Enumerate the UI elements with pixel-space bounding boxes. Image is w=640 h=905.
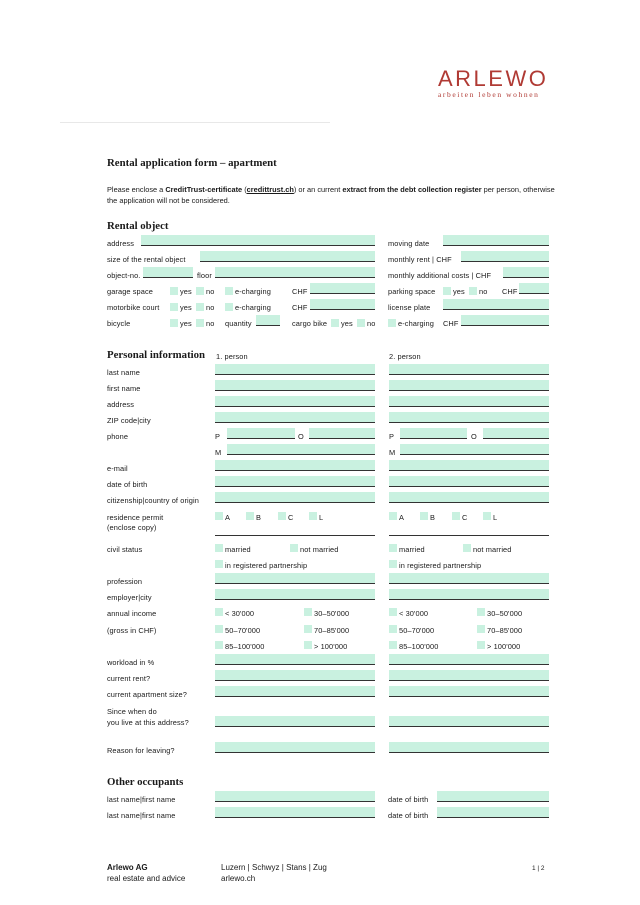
motorbike-no-checkbox[interactable] (196, 303, 204, 311)
p2-income-4-checkbox[interactable] (477, 625, 485, 633)
p2-permit-rule (389, 535, 549, 536)
p2-not-married-checkbox[interactable] (463, 544, 471, 552)
annual-income-label: annual income (107, 609, 157, 618)
p1-permit-c-checkbox[interactable] (278, 512, 286, 520)
garage-no-checkbox[interactable] (196, 287, 204, 295)
p1-income-6-label: > 100'000 (314, 642, 348, 651)
brand-logo: ARLEWO (438, 66, 549, 91)
garage-echarging-checkbox[interactable] (225, 287, 233, 295)
dob-label: date of birth (107, 480, 148, 489)
p1-income-3-checkbox[interactable] (215, 625, 223, 633)
p1-permit-c-label: C (288, 513, 294, 522)
quantity-label: quantity (225, 319, 252, 328)
bicycle-no-label: no (206, 319, 215, 328)
current-size-label: current apartment size? (107, 690, 187, 699)
personal-address-label: address (107, 400, 134, 409)
parking-chf-label: CHF (502, 287, 518, 296)
p2-current-rent-field[interactable] (389, 670, 549, 681)
phone-label: phone (107, 432, 129, 441)
p1-permit-l-checkbox[interactable] (309, 512, 317, 520)
p2-not-married-label: not married (473, 545, 512, 554)
occupant-1-name-label: last name|first name (107, 795, 176, 804)
person2-label: 2. person (389, 352, 421, 361)
size-field[interactable] (200, 251, 375, 262)
motorbike-label: motorbike court (107, 303, 160, 312)
moving-date-label: moving date (388, 239, 430, 248)
residence-note: (enclose copy) (107, 523, 157, 532)
p2-partnership-checkbox[interactable] (389, 560, 397, 568)
citizenship-label: citizenship|country of origin (107, 496, 199, 505)
p1-income-6-checkbox[interactable] (304, 641, 312, 649)
p1-employer-field[interactable] (215, 589, 375, 600)
p1-phone-m-label: M (215, 448, 222, 457)
p1-dob-field[interactable] (215, 476, 375, 487)
last-name-label: last name (107, 368, 140, 377)
p2-permit-a-checkbox[interactable] (389, 512, 397, 520)
cargo-yes-label: yes (341, 319, 353, 328)
p1-income-1-label: < 30'000 (225, 609, 255, 618)
occupant-1-dob-label: date of birth (388, 795, 429, 804)
reason-label: Reason for leaving? (107, 746, 175, 755)
p1-profession-field[interactable] (215, 573, 375, 584)
p2-phone-p-field[interactable] (400, 428, 467, 439)
form-title: Rental application form – apartment (107, 157, 277, 169)
additional-costs-label: monthly additional costs | CHF (388, 271, 492, 280)
additional-costs-field[interactable] (503, 267, 549, 278)
cargo-echarging-label: e-charging (398, 319, 434, 328)
employer-label: employer|city (107, 593, 152, 602)
footer-website[interactable]: arlewo.ch (221, 874, 256, 883)
current-rent-label: current rent? (107, 674, 151, 683)
p2-since-field[interactable] (389, 716, 549, 727)
size-label: size of the rental object (107, 255, 186, 264)
p2-dob-field[interactable] (389, 476, 549, 487)
p2-phone-m-label: M (389, 448, 396, 457)
occupant-1-name-field[interactable] (215, 791, 375, 802)
motorbike-chf-label: CHF (292, 303, 308, 312)
bicycle-yes-checkbox[interactable] (170, 319, 178, 327)
parking-yes-label: yes (453, 287, 465, 296)
p2-permit-c-label: C (462, 513, 468, 522)
p1-address-field[interactable] (215, 396, 375, 407)
page-number: 1 | 2 (532, 865, 545, 872)
p2-permit-l-label: L (493, 513, 498, 522)
residence-label: residence permit (107, 513, 164, 522)
p1-phone-o-label: O (298, 432, 304, 441)
cargo-bike-label: cargo bike (292, 319, 328, 328)
garage-yes-checkbox[interactable] (170, 287, 178, 295)
p2-last-name-field[interactable] (389, 364, 549, 375)
header-divider (60, 122, 330, 123)
p1-permit-b-checkbox[interactable] (246, 512, 254, 520)
garage-no-label: no (206, 287, 215, 296)
p2-citizenship-field[interactable] (389, 492, 549, 503)
p2-phone-o-field[interactable] (483, 428, 549, 439)
person1-label: 1. person (216, 352, 248, 361)
p1-email-field[interactable] (215, 460, 375, 471)
p1-income-2-label: 30–50'000 (314, 609, 350, 618)
p2-phone-m-field[interactable] (400, 444, 549, 455)
object-address-field[interactable] (141, 235, 375, 246)
civil-status-label: civil status (107, 545, 143, 554)
email-label: e-mail (107, 464, 128, 473)
bicycle-label: bicycle (107, 319, 131, 328)
bicycle-no-checkbox[interactable] (196, 319, 204, 327)
cargo-no-label: no (367, 319, 376, 328)
garage-label: garage space (107, 287, 153, 296)
p2-income-1-label: < 30'000 (399, 609, 429, 618)
p1-workload-field[interactable] (215, 654, 375, 665)
p1-zip-city-field[interactable] (215, 412, 375, 423)
p1-citizenship-field[interactable] (215, 492, 375, 503)
garage-chf-field[interactable] (310, 283, 375, 294)
address-label: address (107, 239, 134, 248)
p1-last-name-field[interactable] (215, 364, 375, 375)
bicycle-quantity-field[interactable] (256, 315, 280, 326)
bicycle-yes-label: yes (180, 319, 192, 328)
motorbike-chf-field[interactable] (310, 299, 375, 310)
garage-yes-label: yes (180, 287, 192, 296)
form-intro: Please enclose a CreditTrust-certificate (credittrust.ch) or an current extract from the debt collection register per person, otherwise the application will not be considered. (107, 185, 555, 205)
p2-income-2-label: 30–50'000 (487, 609, 523, 618)
parking-no-label: no (479, 287, 488, 296)
floor-field[interactable] (215, 267, 375, 278)
p2-permit-l-checkbox[interactable] (483, 512, 491, 520)
footer-company: Arlewo AG (107, 863, 148, 872)
p1-income-4-checkbox[interactable] (304, 625, 312, 633)
p2-phone-p-label: P (389, 432, 395, 441)
parking-chf-field[interactable] (519, 283, 549, 294)
p1-permit-a-checkbox[interactable] (215, 512, 223, 520)
profession-label: profession (107, 577, 143, 586)
p2-reason-field[interactable] (389, 742, 549, 753)
credittrust-link[interactable]: credittrust.ch (246, 185, 294, 194)
p2-income-2-checkbox[interactable] (477, 608, 485, 616)
license-label: license plate (388, 303, 431, 312)
p1-permit-b-label: B (256, 513, 262, 522)
occupant-2-dob-field[interactable] (437, 807, 549, 818)
first-name-label: first name (107, 384, 141, 393)
p1-married-label: married (225, 545, 251, 554)
occupants-heading: Other occupants (107, 776, 184, 788)
p2-income-1-checkbox[interactable] (389, 608, 397, 616)
p1-partnership-label: in registered partnership (225, 561, 308, 570)
p2-first-name-field[interactable] (389, 380, 549, 391)
cargo-chf-field[interactable] (461, 315, 549, 326)
brand-tagline: arbeiten leben wohnen (438, 90, 540, 99)
occupant-2-dob-label: date of birth (388, 811, 429, 820)
p2-married-label: married (399, 545, 425, 554)
p2-current-size-field[interactable] (389, 686, 549, 697)
motorbike-yes-label: yes (180, 303, 192, 312)
object-no-field[interactable] (143, 267, 193, 278)
p2-permit-a-label: A (399, 513, 405, 522)
p2-income-4-label: 70–85'000 (487, 626, 523, 635)
p1-not-married-label: not married (300, 545, 339, 554)
p1-not-married-checkbox[interactable] (290, 544, 298, 552)
footer-company-sub: real estate and advice (107, 874, 186, 883)
p1-partnership-checkbox[interactable] (215, 560, 223, 568)
p2-income-6-label: > 100'000 (487, 642, 521, 651)
parking-yes-checkbox[interactable] (443, 287, 451, 295)
cargo-no-checkbox[interactable] (357, 319, 365, 327)
motorbike-no-label: no (206, 303, 215, 312)
p2-workload-field[interactable] (389, 654, 549, 665)
p2-partnership-label: in registered partnership (399, 561, 482, 570)
since-label-2: you live at this address? (107, 718, 189, 727)
personal-heading: Personal information (107, 349, 206, 361)
parking-label: parking space (388, 287, 436, 296)
p1-income-4-label: 70–85'000 (314, 626, 350, 635)
monthly-rent-label: monthly rent | CHF (388, 255, 452, 264)
garage-chf-label: CHF (292, 287, 308, 296)
p2-permit-b-label: B (430, 513, 436, 522)
rental-heading: Rental object (107, 220, 169, 232)
p2-married-checkbox[interactable] (389, 544, 397, 552)
object-no-label: object-no. (107, 271, 141, 280)
cargo-chf-label: CHF (443, 319, 459, 328)
p1-reason-field[interactable] (215, 742, 375, 753)
parking-no-checkbox[interactable] (469, 287, 477, 295)
p1-phone-o-field[interactable] (309, 428, 375, 439)
cargo-yes-checkbox[interactable] (331, 319, 339, 327)
footer-locations: Luzern | Schwyz | Stans | Zug (221, 863, 327, 872)
motorbike-echarging-label: e-charging (235, 303, 271, 312)
p2-employer-field[interactable] (389, 589, 549, 600)
p1-income-5-checkbox[interactable] (215, 641, 223, 649)
p1-first-name-field[interactable] (215, 380, 375, 391)
zip-city-label: ZIP code|city (107, 416, 151, 425)
occupant-2-name-field[interactable] (215, 807, 375, 818)
p2-income-5-label: 85–100'000 (399, 642, 439, 651)
p2-zip-city-field[interactable] (389, 412, 549, 423)
occupant-1-dob-field[interactable] (437, 791, 549, 802)
p1-phone-m-field[interactable] (227, 444, 375, 455)
p2-address-field[interactable] (389, 396, 549, 407)
p1-income-2-checkbox[interactable] (304, 608, 312, 616)
p1-permit-l-label: L (319, 513, 324, 522)
occupant-2-name-label: last name|first name (107, 811, 176, 820)
p2-income-3-label: 50–70'000 (399, 626, 435, 635)
p1-married-checkbox[interactable] (215, 544, 223, 552)
p2-phone-o-label: O (471, 432, 477, 441)
cargo-echarging-checkbox[interactable] (388, 319, 396, 327)
p2-permit-b-checkbox[interactable] (420, 512, 428, 520)
floor-label: floor (197, 271, 212, 280)
motorbike-yes-checkbox[interactable] (170, 303, 178, 311)
p2-income-5-checkbox[interactable] (389, 641, 397, 649)
p1-permit-a-label: A (225, 513, 231, 522)
p1-income-5-label: 85–100'000 (225, 642, 265, 651)
since-label-1: Since when do (107, 707, 157, 716)
garage-echarging-label: e-charging (235, 287, 271, 296)
p2-income-6-checkbox[interactable] (477, 641, 485, 649)
workload-label: workload in % (107, 658, 155, 667)
license-field[interactable] (443, 299, 549, 310)
p1-since-field[interactable] (215, 716, 375, 727)
p1-permit-rule (215, 535, 375, 536)
p2-permit-c-checkbox[interactable] (452, 512, 460, 520)
p1-income-1-checkbox[interactable] (215, 608, 223, 616)
gross-label: (gross in CHF) (107, 626, 157, 635)
moving-date-field[interactable] (443, 235, 549, 246)
p1-current-rent-field[interactable] (215, 670, 375, 681)
p1-phone-p-field[interactable] (227, 428, 295, 439)
p2-profession-field[interactable] (389, 573, 549, 584)
p2-income-3-checkbox[interactable] (389, 625, 397, 633)
motorbike-echarging-checkbox[interactable] (225, 303, 233, 311)
p1-phone-p-label: P (215, 432, 221, 441)
monthly-rent-field[interactable] (461, 251, 549, 262)
p1-current-size-field[interactable] (215, 686, 375, 697)
p2-email-field[interactable] (389, 460, 549, 471)
p1-income-3-label: 50–70'000 (225, 626, 261, 635)
